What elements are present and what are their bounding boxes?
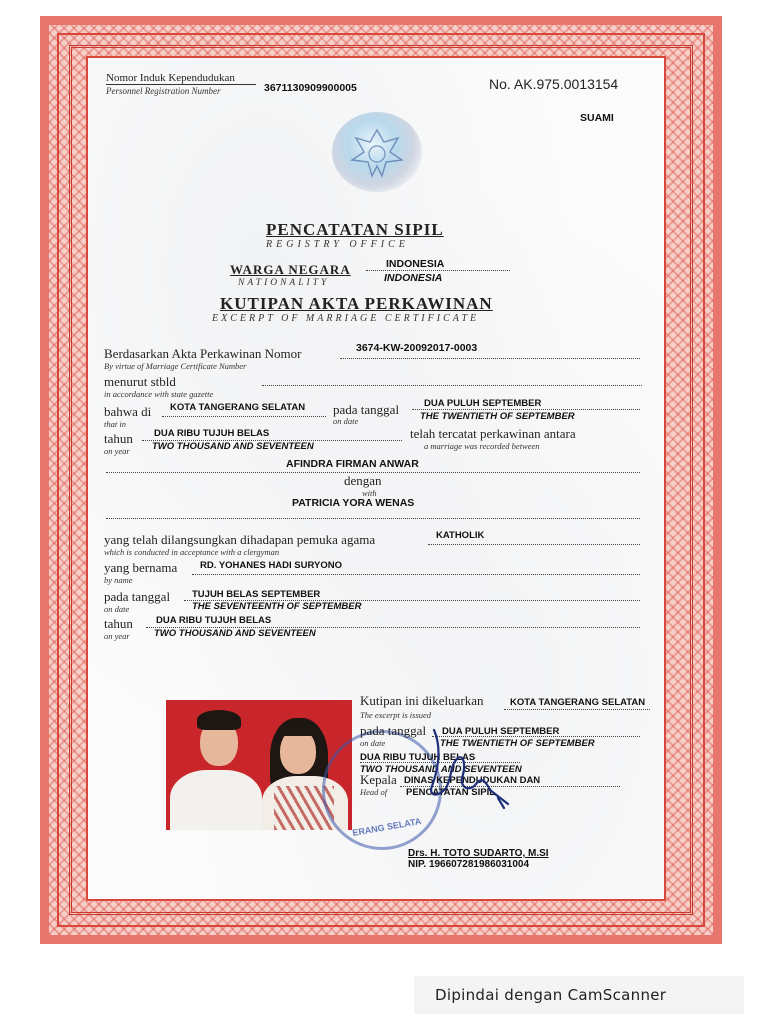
official-nip: NIP. 196607281986031004 (408, 859, 530, 870)
year-value: DUA RIBU TUJUH BELAS (154, 428, 270, 439)
bride-name: PATRICIA YORA WENAS (292, 497, 415, 509)
issue-date-value: DUA PULUH SEPTEMBER (442, 726, 560, 737)
stamp-text: ERANG SELATA (351, 816, 423, 838)
head-value-2: PENCATATAN SIPIL (406, 787, 496, 798)
ceremony-date-value-en: THE SEVENTEENTH OF SEPTEMBER (192, 601, 362, 612)
head-value: DINAS KEPENDUDUKAN DAN (404, 775, 541, 786)
groom-name: AFINDRA FIRMAN ANWAR (286, 458, 419, 470)
nationality-line (366, 270, 510, 271)
recorded-label-en: a marriage was recorded between (424, 441, 540, 451)
clergy-value: RD. YOHANES HADI SURYONO (200, 560, 342, 571)
ceremony-date-label-en: on date (104, 604, 130, 614)
nationality-label: WARGA NEGARA (230, 262, 351, 277)
place-value: KOTA TANGERANG SELATAN (170, 402, 306, 413)
official-signature (412, 718, 522, 818)
issued-label: Kutipan ini dikeluarkan (360, 693, 484, 708)
issued-line (504, 709, 650, 710)
with-label-en: with (362, 488, 377, 498)
religion-label: yang telah dilangsungkan dihadapan pemuka agama (104, 532, 376, 547)
date-label-en: on date (333, 416, 359, 426)
stbld-label: menurut stbld (104, 374, 176, 389)
party-label: SUAMI (580, 112, 614, 124)
clergy-label: yang bernama (104, 560, 178, 575)
bride-line (106, 518, 640, 519)
deed-value: 3674-KW-20092017-0003 (356, 342, 478, 354)
nik-value: 3671130909900005 (264, 82, 357, 94)
place-label: bahwa di (104, 404, 152, 419)
document-title: KUTIPAN AKTA PERKAWINAN (220, 294, 493, 313)
issue-date-label: pada tanggal (360, 723, 427, 738)
ceremony-year-label: tahun (104, 616, 133, 631)
stbld-label-en: in accordance with state gazette (104, 389, 214, 399)
nik-divider (106, 84, 256, 85)
ceremony-year-label-en: on year (104, 631, 130, 641)
nationality-value: INDONESIA (386, 258, 445, 270)
certificate-number: No. AK.975.0013154 (489, 76, 619, 92)
ceremony-date-line (184, 600, 640, 601)
place-line (162, 416, 326, 417)
issued-value: KOTA TANGERANG SELATAN (510, 697, 646, 708)
stbld-line (262, 385, 642, 386)
nationality-label-en: NATIONALITY (238, 278, 330, 288)
year-label: tahun (104, 431, 133, 446)
hologram-seal-icon (332, 112, 422, 192)
place-label-en: that in (104, 419, 126, 429)
ceremony-date-label: pada tanggal (104, 589, 171, 604)
clergy-label-en: by name (104, 575, 133, 585)
issue-date-label-en: on date (360, 738, 386, 748)
ceremony-year-value: DUA RIBU TUJUH BELAS (156, 615, 272, 626)
ceremony-year-value-en: TWO THOUSAND AND SEVENTEEN (154, 628, 316, 639)
document-title-en: EXCERPT OF MARRIAGE CERTIFICATE (212, 313, 480, 324)
year-label-en: on year (104, 446, 130, 456)
issued-label-en: The excerpt is issued (360, 710, 432, 720)
clergy-line (192, 574, 640, 575)
office-title: PENCATATAN SIPIL (266, 220, 444, 239)
deed-label: Berdasarkan Akta Perkawinan Nomor (104, 346, 302, 361)
date-line (412, 409, 640, 410)
religion-value: KATHOLIK (436, 530, 485, 541)
scanner-watermark-text: Dipindai dengan CamScanner (435, 986, 667, 1004)
issue-date-value-en: THE TWENTIETH OF SEPTEMBER (440, 738, 595, 749)
ceremony-year-line (146, 627, 640, 628)
date-label: pada tanggal (333, 402, 400, 417)
nik-sublabel: Personnel Registration Number (106, 86, 221, 96)
year-value-en: TWO THOUSAND AND SEVENTEEN (152, 441, 314, 452)
deed-label-en: By virtue of Marriage Certificate Number (104, 361, 247, 371)
couple-photo (166, 700, 352, 830)
with-label: dengan (344, 473, 382, 488)
date-value: DUA PULUH SEPTEMBER (424, 398, 542, 409)
head-label-en: Head of (360, 787, 388, 797)
official-name: Drs. H. TOTO SUDARTO, M.SI (408, 848, 549, 859)
nik-label: Nomor Induk Kependudukan (106, 72, 235, 84)
year-line (142, 440, 402, 441)
nationality-value-en: INDONESIA (384, 272, 443, 284)
religion-label-en: which is conducted in acceptance with a clergyman (104, 547, 280, 557)
head-label: Kepala (360, 772, 397, 787)
issue-year-value: DUA RIBU TUJUH BELAS (360, 752, 476, 763)
office-title-en: REGISTRY OFFICE (266, 239, 409, 250)
ceremony-date-value: TUJUH BELAS SEPTEMBER (192, 589, 321, 600)
recorded-label: telah tercatat perkawinan antara (410, 426, 576, 441)
religion-line (428, 544, 640, 545)
issue-year-value-en: TWO THOUSAND AND SEVENTEEN (360, 764, 522, 775)
date-value-en: THE TWENTIETH OF SEPTEMBER (420, 411, 575, 422)
deed-line (340, 358, 640, 359)
